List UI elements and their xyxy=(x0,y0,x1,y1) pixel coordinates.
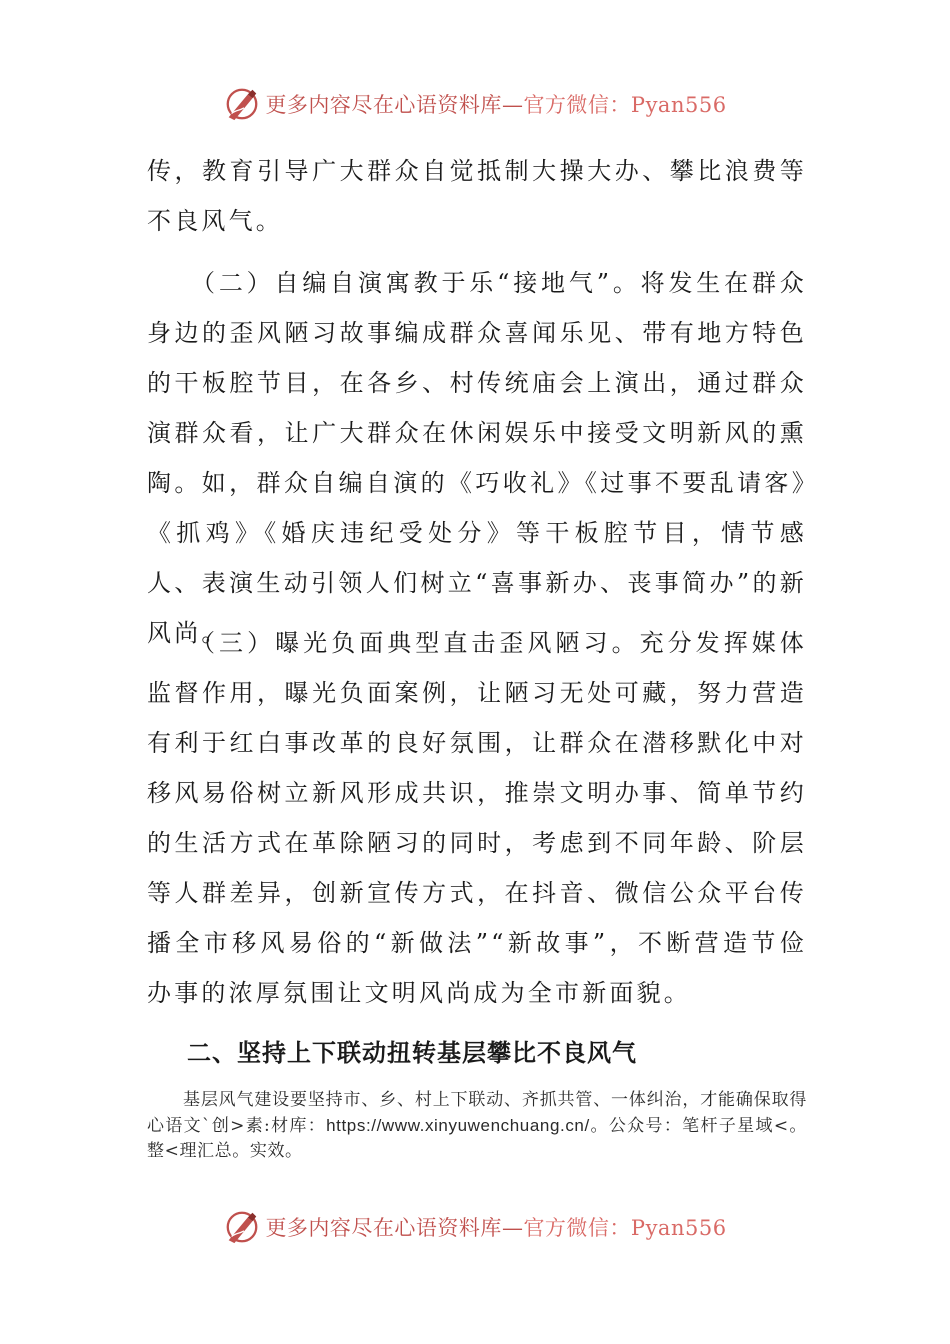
banner-site-name: 更多内容尽在心语资料库 xyxy=(265,93,502,117)
banner-dash: — xyxy=(501,93,524,117)
small-paragraph-text-a: 基层风气建设要坚持市、乡、村上下联动、齐抓共管、一体纠治，才能确保取得心语文`创>素:材库： xyxy=(147,1090,807,1136)
pen-logo-icon xyxy=(223,85,261,123)
banner-wechat: 官方微信：Pyan556 xyxy=(523,93,727,117)
paragraph-1 xyxy=(147,146,807,246)
header-watermark-banner xyxy=(0,84,950,124)
paragraph-2 xyxy=(147,258,807,658)
banner-text xyxy=(265,1212,726,1242)
paragraph-3-text: （三）曝光负面典型直击歪风陋习。充分发挥媒体监督作用，曝光负面案例，让陋习无处可藏，努力营造有利于红白事改革的良好氛围，让群众在潜移默化中对移风易俗树立新风形成共识，推崇文明办事、简单节约的生活方式在革除陋习的同时，考虑到不同年龄、阶层等人群差异，创新宣传方式，在抖音、微信公众平台传播全市移风易俗的“新做法”“新故事”，不断营造节俭办事的浓厚氛围让文明风尚成为全市新面貌。 xyxy=(147,629,807,1007)
section-heading: 二、坚持上下联动扭转基层攀比不良风气 xyxy=(187,1039,637,1067)
small-paragraph-text-b: 。公众号：笔杆子星域<。整<理汇总。实效。 xyxy=(147,1116,807,1161)
banner-wechat: 官方微信：Pyan556 xyxy=(523,1216,727,1240)
paragraph-3 xyxy=(147,618,807,1018)
paragraph-1-text: 传，教育引导广大群众自觉抵制大操大办、攀比浪费等不良风气。 xyxy=(147,157,807,235)
banner-text xyxy=(265,89,726,119)
paragraph-2-text: （二）自编自演寓教于乐“接地气”。将发生在群众身边的歪风陋习故事编成群众喜闻乐见、带有地方特色的干板腔节目，在各乡、村传统庙会上演出，通过群众演群众看，让广大群众在休闲娱乐中接受文明新风的熏陶。如，群众自编自演的《巧收礼》《过事不要乱请客》《抓鸡》《婚庆违纪受处分》等干板腔节目，情节感人、表演生动引领人们树立“喜事新办、丧事简办”的新风尚。 xyxy=(147,269,807,647)
source-url-link[interactable]: https://www.xinyuwenchuang.cn/ xyxy=(326,1116,590,1135)
banner-dash: — xyxy=(501,1216,524,1240)
banner-site-name: 更多内容尽在心语资料库 xyxy=(265,1216,502,1240)
footer-watermark-banner xyxy=(0,1207,950,1247)
pen-logo-icon xyxy=(223,1208,261,1246)
small-paragraph xyxy=(147,1088,807,1164)
